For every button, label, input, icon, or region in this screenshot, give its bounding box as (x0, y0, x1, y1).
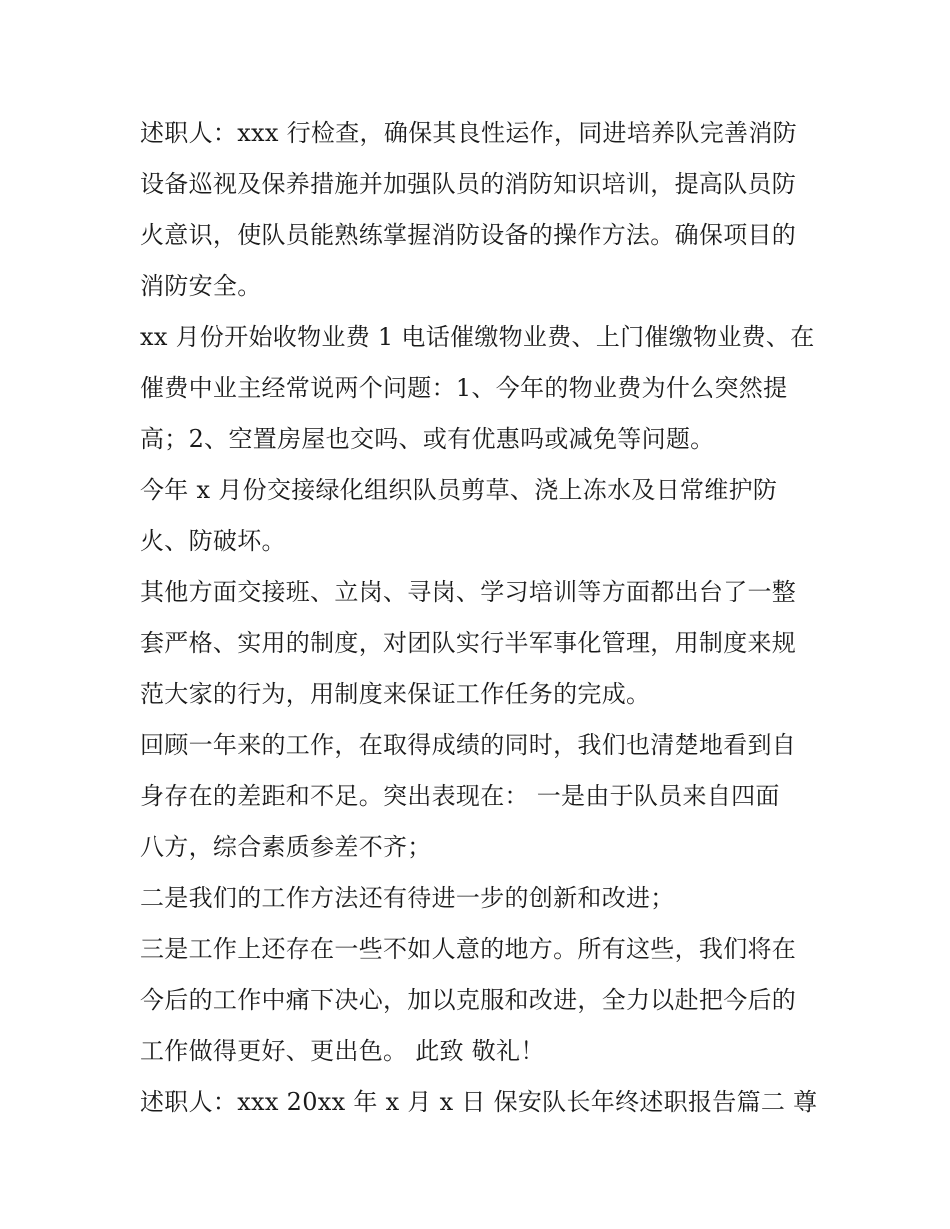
text-line: 催费中业主经常说两个问题：1、今年的物业费为什么突然提 (140, 374, 788, 402)
paragraph-signature (140, 1077, 820, 1128)
text-line: 今后的工作中痛下决心，加以克服和改进，全力以赴把今后的 (140, 986, 797, 1014)
paragraph-management (140, 567, 820, 720)
paragraph-second-issue (140, 873, 820, 924)
text-line: 回顾一年来的工作，在取得成绩的同时，我们也清楚地看到自 (140, 731, 797, 759)
text-line: 火、防破坏。 (140, 527, 286, 555)
text-line: 消防安全。 (140, 272, 262, 300)
text-line: 其他方面交接班、立岗、寻岗、学习培训等方面都出台了一整 (140, 578, 797, 606)
paragraph-third-issue (140, 924, 820, 1077)
text-line: xx 月份开始收物业费 1 电话催缴物业费、上门催缴物业费、在 (140, 323, 815, 351)
text-line: 八方，综合素质参差不齐； (140, 833, 432, 861)
text-line: 套严格、实用的制度，对团队实行半军事化管理，用制度来规 (140, 629, 797, 657)
text-line: 设备巡视及保养措施并加强队员的消防知识培训，提高队员防 (140, 170, 797, 198)
text-line: 范大家的行为，用制度来保证工作任务的完成。 (140, 680, 651, 708)
text-line: 述职人：xxx 20xx 年 x 月 x 日 保安队长年终述职报告篇二 尊 (140, 1088, 818, 1116)
paragraph-greening (140, 465, 820, 567)
text-line: 今年 x 月份交接绿化组织队员剪草、浇上冻水及日常维护防 (140, 476, 778, 504)
text-line: 火意识，使队员能熟练掌握消防设备的操作方法。确保项目的 (140, 221, 797, 249)
text-line: 身存在的差距和不足。突出表现在： 一是由于队员来自四面 (140, 782, 780, 810)
text-line: 高；2、空置房屋也交吗、或有优惠吗或减免等问题。 (140, 425, 715, 453)
text-line: 述职人：xxx 行检查，确保其良性运作，同进培养队完善消防 (140, 119, 797, 147)
text-line: 二是我们的工作方法还有待进一步的创新和改进； (140, 884, 675, 912)
text-line: 三是工作上还存在一些不如人意的地方。所有这些，我们将在 (140, 935, 797, 963)
paragraph-property-fee (140, 312, 820, 465)
text-line: 工作做得更好、更出色。 此致 敬礼！ (140, 1037, 545, 1065)
paragraph-review (140, 720, 820, 873)
document-body (140, 108, 820, 1128)
paragraph-fire-safety (140, 108, 820, 312)
